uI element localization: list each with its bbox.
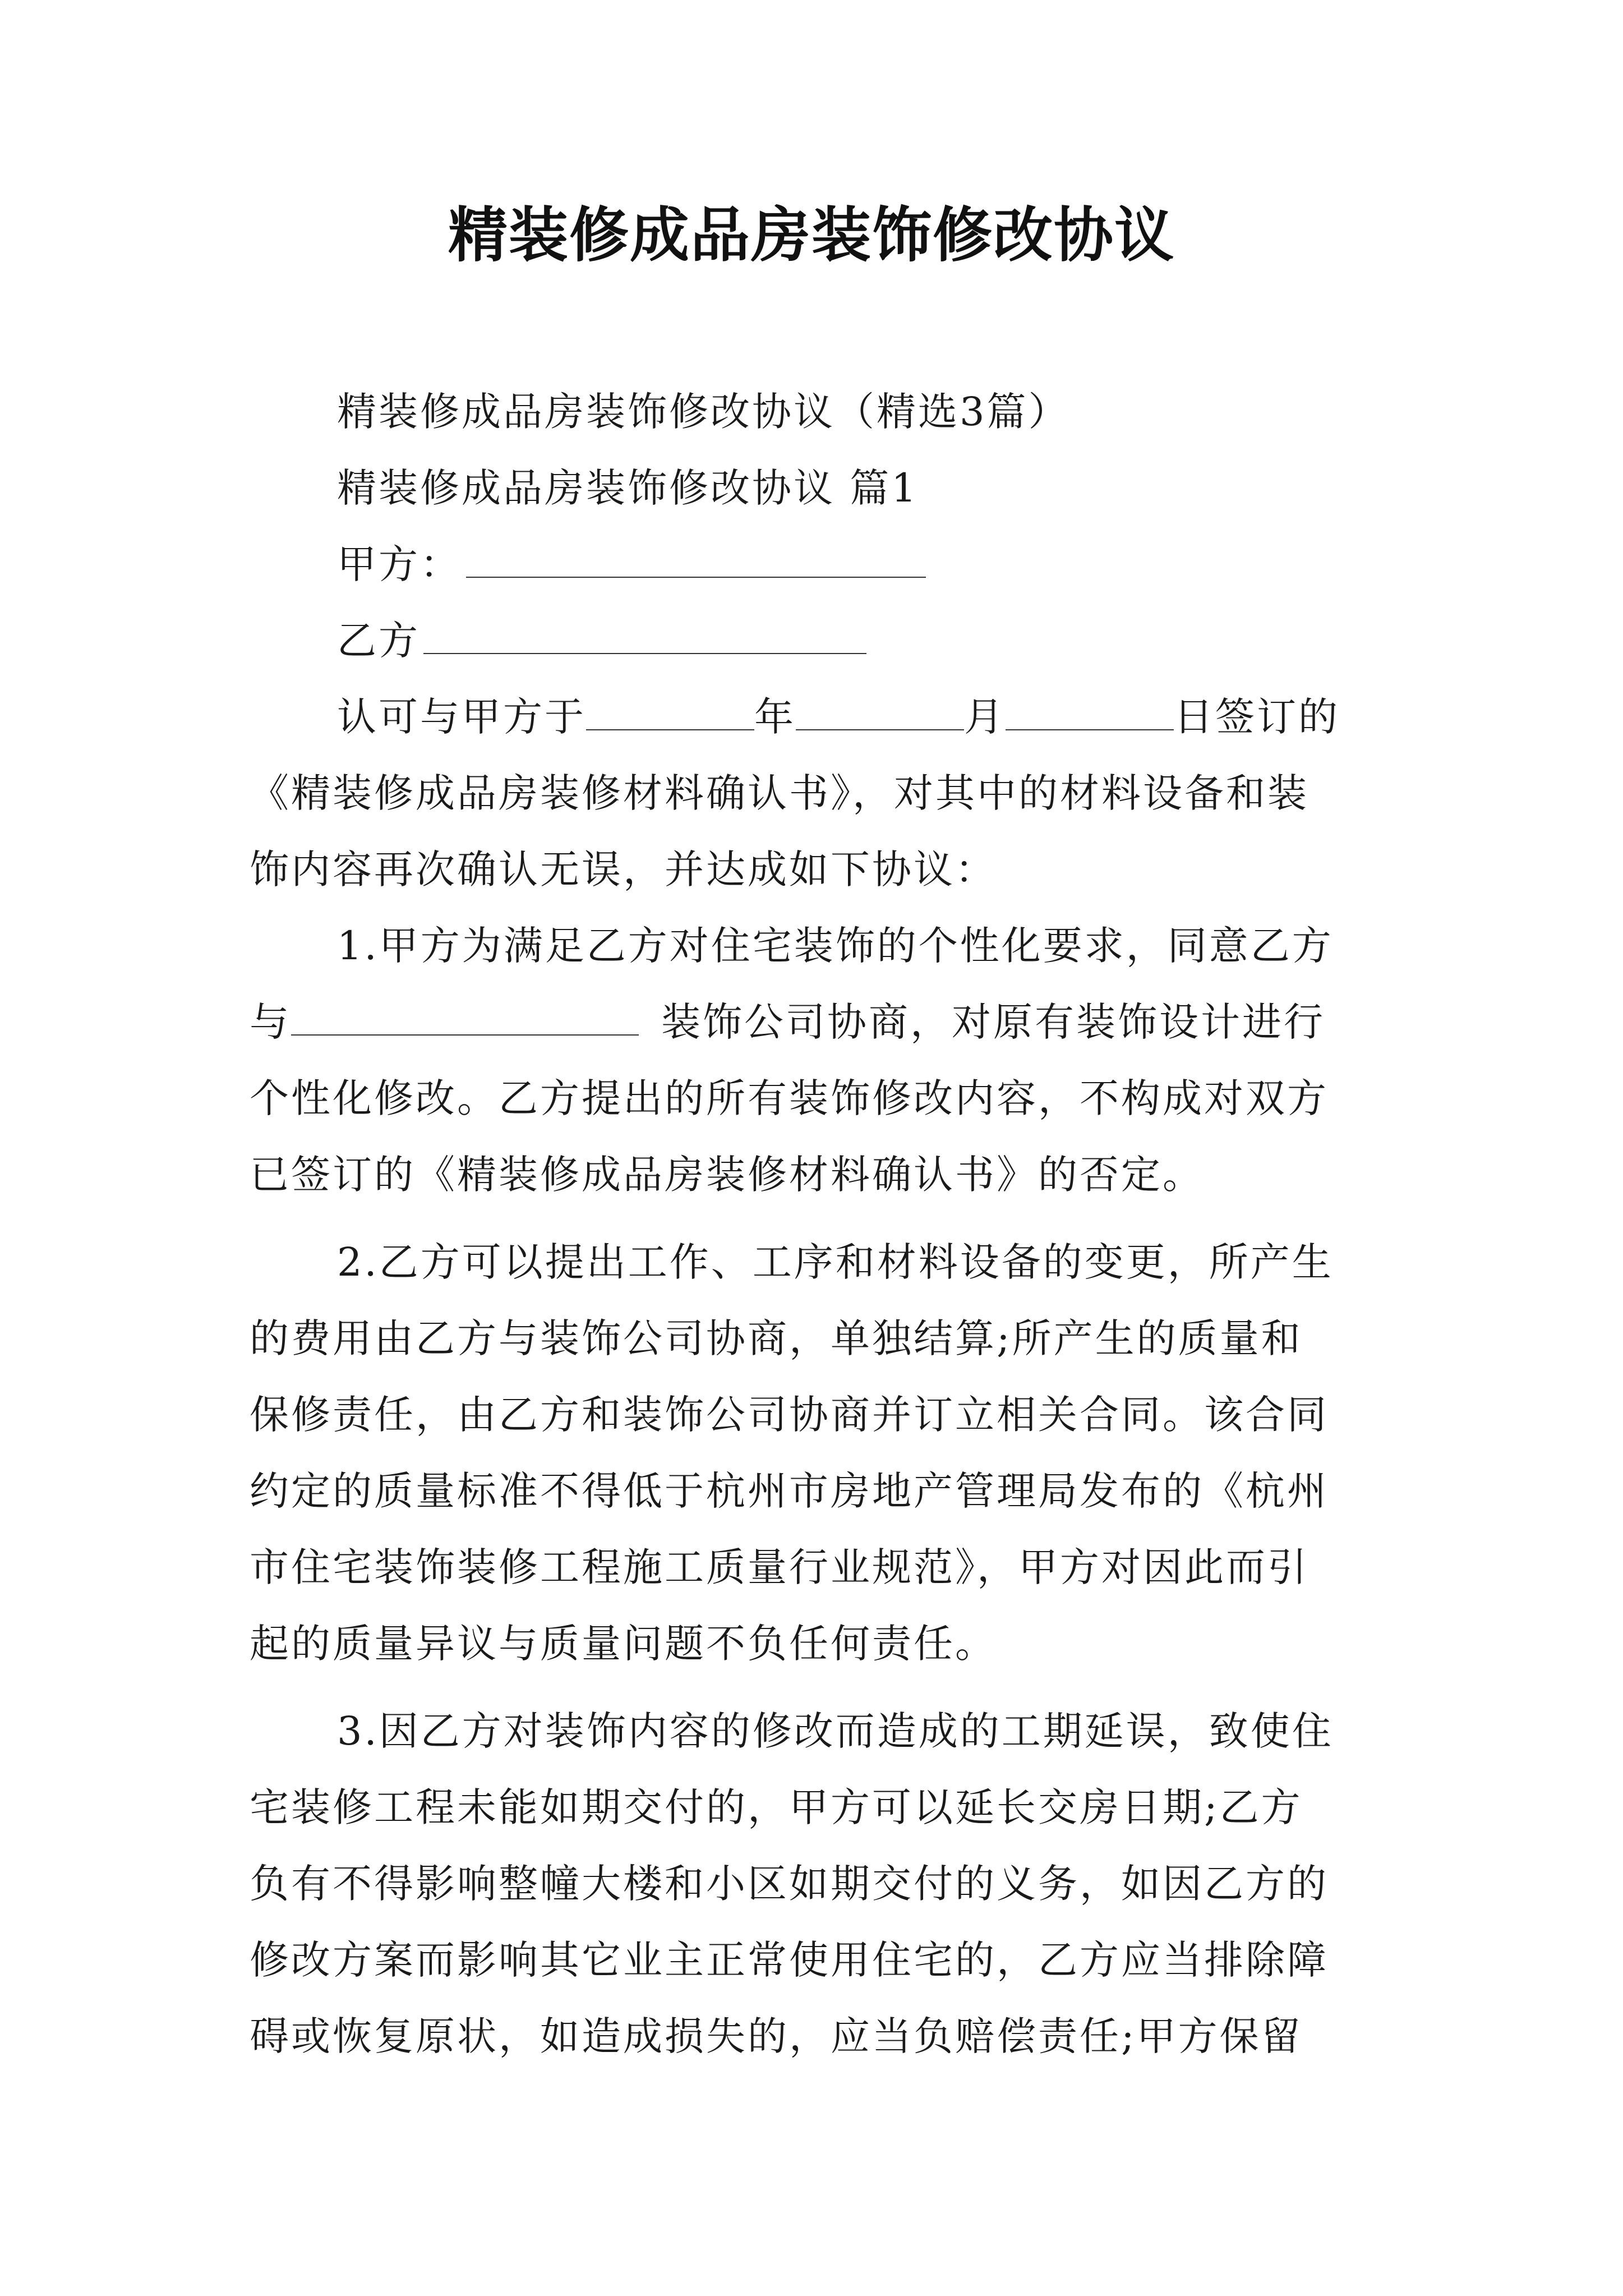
intro-text-2: 日签订的 xyxy=(1174,694,1340,740)
clause-2-line-4: 约定的质量标准不得低于杭州市房地产管理局发布的《杭州 xyxy=(250,1468,1329,1514)
party-b-blank xyxy=(423,618,866,654)
clause-1-text-a: 与 xyxy=(250,999,291,1045)
intro-line-2: 《精装修成品房装修材料确认书》，对其中的材料设备和装 xyxy=(250,770,1309,816)
clause-3-line-3: 负有不得影响整幢大楼和小区如期交付的义务，如因乙方的 xyxy=(250,1861,1329,1907)
clause-2-line-2: 的费用由乙方与装饰公司协商，单独结算;所产生的质量和 xyxy=(250,1315,1303,1361)
company-blank xyxy=(291,999,639,1036)
month-blank xyxy=(796,694,964,730)
month-label: 月 xyxy=(964,694,1006,740)
clause-1-line-2 xyxy=(250,984,1388,1060)
section-heading: 精装修成品房装饰修改协议 篇1 xyxy=(337,465,919,511)
clause-1-line-4: 已签订的《精装修成品房装修材料确认书》的否定。 xyxy=(250,1152,1204,1198)
clause-3-line-4: 修改方案而影响其它业主正常使用住宅的，乙方应当排除障 xyxy=(250,1937,1329,1983)
intro-text-1: 认可与甲方于 xyxy=(337,694,586,740)
document-body xyxy=(250,374,1388,2074)
clause-1-line-1: 1.甲方为满足乙方对住宅装饰的个性化要求，同意乙方 xyxy=(337,923,1334,969)
party-a-line xyxy=(250,526,1388,602)
intro-line-1 xyxy=(250,679,1388,755)
year-label: 年 xyxy=(754,694,796,740)
clause-2-line-6: 起的质量异议与质量问题不负任何责任。 xyxy=(250,1621,997,1667)
clause-1-text-b: 装饰公司协商，对原有装饰设计进行 xyxy=(661,999,1325,1045)
intro-line-3: 饰内容再次确认无误，并达成如下协议： xyxy=(250,846,997,892)
party-a-label: 甲方： xyxy=(337,541,462,587)
clause-3-line-1: 3.因乙方对装饰内容的修改而造成的工期延误，致使住 xyxy=(337,1708,1334,1754)
party-b-line xyxy=(250,602,1388,679)
clause-1-line-3: 个性化修改。乙方提出的所有装饰修改内容，不构成对双方 xyxy=(250,1075,1329,1121)
clause-2-line-5: 市住宅装饰装修工程施工质量行业规范》，甲方对因此而引 xyxy=(250,1544,1309,1590)
day-blank xyxy=(1006,694,1174,730)
clause-3-line-2: 宅装修工程未能如期交付的，甲方可以延长交房日期;乙方 xyxy=(250,1784,1303,1830)
party-b-label: 乙方 xyxy=(337,618,420,664)
party-a-blank xyxy=(466,541,926,578)
clause-2-line-1: 2.乙方可以提出工作、工序和材料设备的变更，所产生 xyxy=(337,1239,1334,1285)
year-blank xyxy=(586,694,754,730)
document-title: 精装修成品房装饰修改协议 xyxy=(448,201,1175,270)
subtitle: 精装修成品房装饰修改协议（精选3篇） xyxy=(337,389,1070,435)
clause-2-line-3: 保修责任，由乙方和装饰公司协商并订立相关合同。该合同 xyxy=(250,1392,1329,1438)
clause-3-line-5: 碍或恢复原状，如造成损失的，应当负赔偿责任;甲方保留 xyxy=(250,2013,1303,2059)
